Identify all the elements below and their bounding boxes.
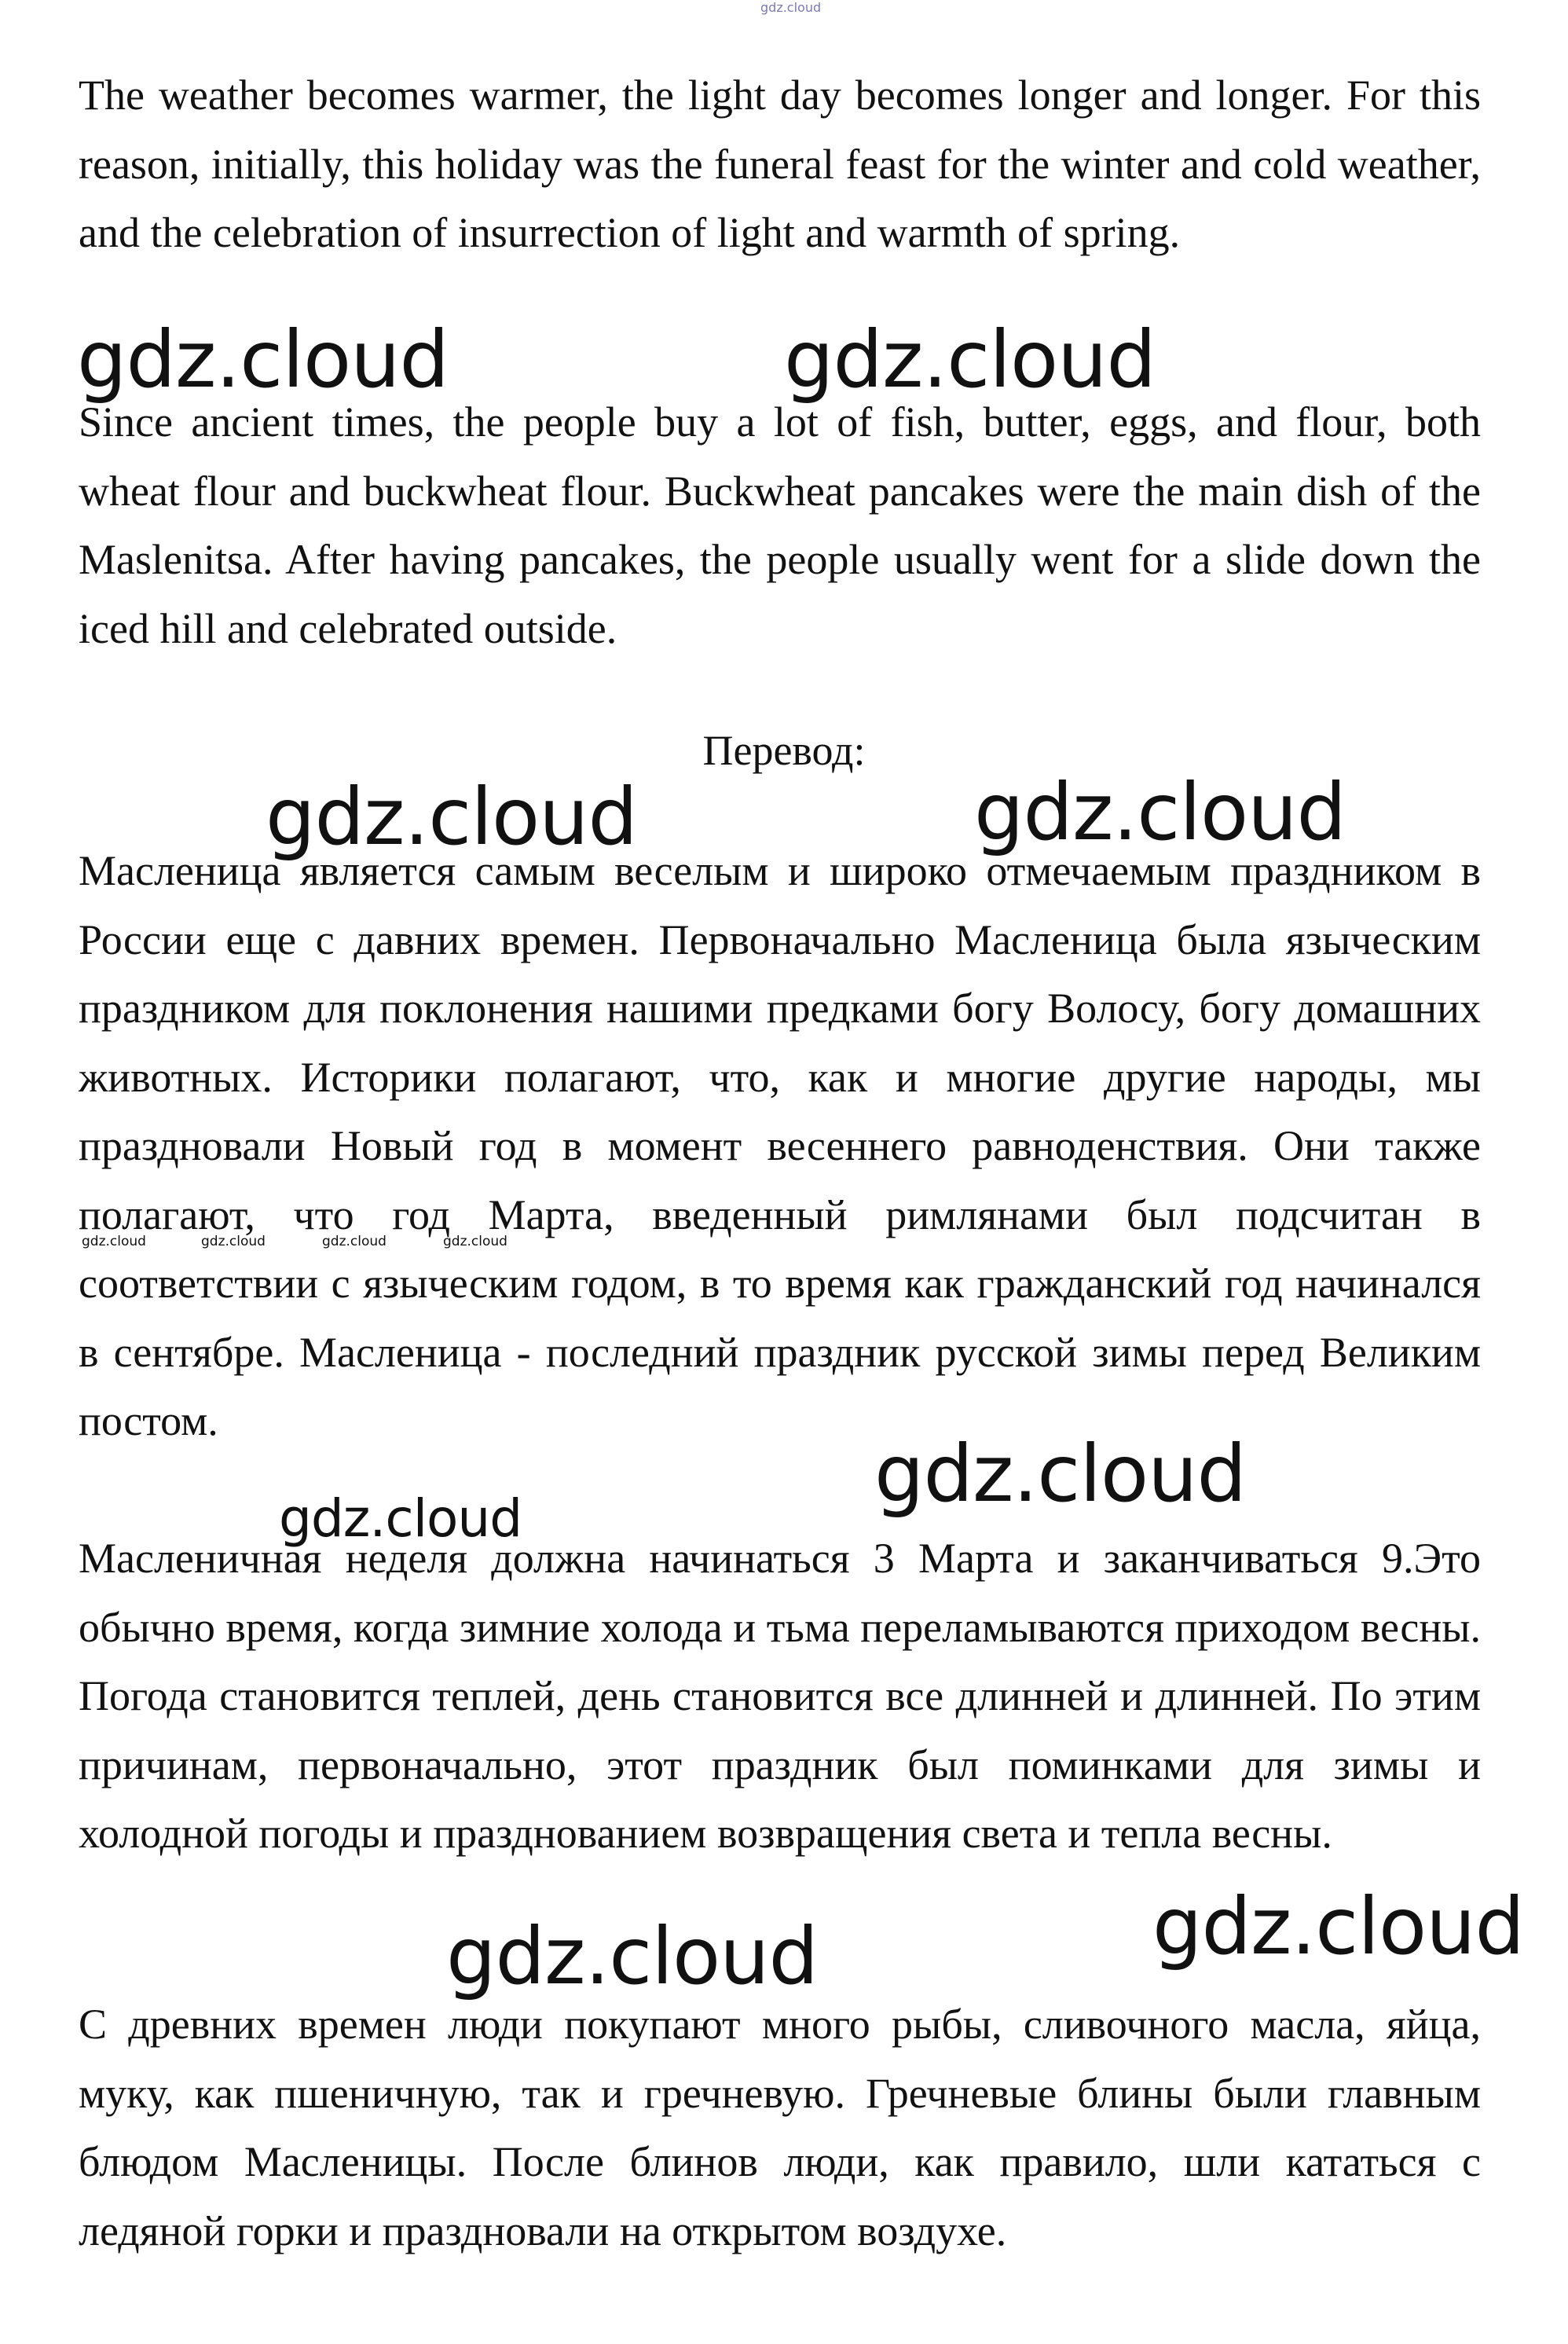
- watermark: gdz.cloud: [279, 1488, 522, 1549]
- small-watermark: gdz.cloud: [201, 1234, 266, 1249]
- top-watermark: gdz.cloud: [760, 0, 822, 15]
- watermark: gdz.cloud: [266, 771, 638, 863]
- small-watermark: gdz.cloud: [322, 1234, 387, 1249]
- english-paragraph-1: The weather becomes warmer, the light day becomes longer and longer. For this reason, initially, this holiday was the funeral feast for the winter and cold weather, and the celebration of insurrection of light and warmth of spring.: [79, 72, 1481, 256]
- watermark: gdz.cloud: [446, 1910, 819, 2002]
- russian-paragraph-2: Масленичная неделя должна начинаться 3 Марта и заканчиваться 9.Это обычно время, когда зимние холода и тьма переламываются приходом весны. Погода становится теплей, день становится все длинней и длинней. По этим причинам, первоначально, этот праздник был поминками для зимы и холодной погоды и празднованием возвращения света и тепла весны.: [79, 1535, 1481, 1857]
- translation-heading: Перевод:: [702, 727, 866, 774]
- russian-paragraph-3: С древних времен люди покупают много рыбы, сливочного масла, яйца, муку, как пшеничную, так и гречневую. Гречневые блины были главным блюдом Масленицы. После блинов люди, как правило, шли кататься с ледяной горки и праздновали на открытом воздухе.: [79, 2001, 1481, 2254]
- watermark: gdz.cloud: [784, 314, 1156, 405]
- english-paragraph-2: Since ancient times, the people buy a lot of fish, butter, eggs, and flour, both wheat flour and buckwheat flour. Buckwheat pancakes were the main dish of the Maslenitsa. After having pancakes, the people usually went for a slide down the iced hill and celebrated outside.: [79, 398, 1481, 652]
- russian-paragraph-1: Масленица является самым веселым и широко отмечаемым праздником в России еще с давних времен. Первоначально Масленица была языческим праздником для поклонения нашими предками богу Волосу, богу домашних животных. Историки полагают, что, как и многие другие народы, мы праздновали Новый год в момент весеннего равноденствия. Они также полагают, что год Марта, введенный римлянами был подсчитан в соответствии с языческим годом, в то время как гражданский год начинался в сентябре. Масленица - последний праздник русской зимы перед Великим постом.: [79, 847, 1481, 1444]
- watermark: gdz.cloud: [77, 314, 449, 405]
- watermark: gdz.cloud: [874, 1428, 1247, 1520]
- watermark: gdz.cloud: [974, 766, 1346, 858]
- small-watermark: gdz.cloud: [443, 1234, 507, 1249]
- watermark: gdz.cloud: [1152, 1880, 1525, 1972]
- small-watermark: gdz.cloud: [82, 1234, 146, 1249]
